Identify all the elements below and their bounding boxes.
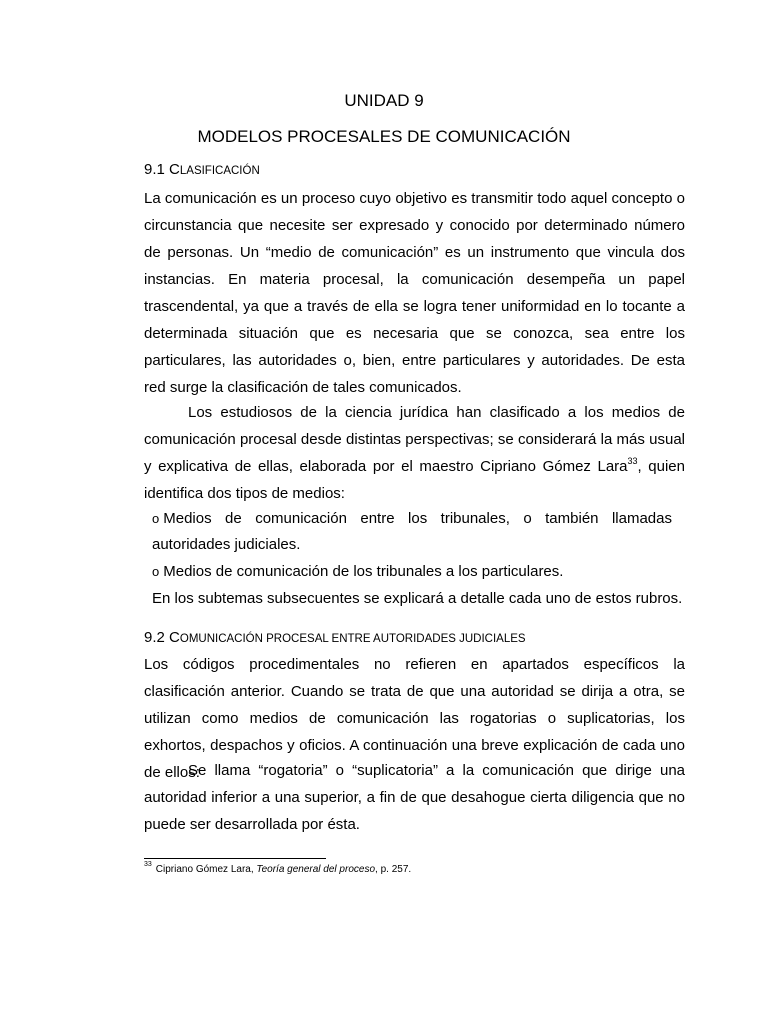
section-number: 9.2 [144, 629, 165, 646]
footnote-author: Cipriano Gómez Lara, [155, 864, 257, 875]
paragraph-2-text: Los estudiosos de la ciencia jurídica han clasificado a los medios de comunicación procesal desde distintas perspectivas; se considerará la más usual y explicativa de ellas, elaborada por el maestro Cipriano Gómez Lara [144, 404, 685, 475]
section-2-paragraph-1: Los códigos procedimentales no refieren en apartados específicos la clasificación anterior. Cuando se trata de que una autoridad se dirija a otra, se utilizan como medios de comunicación las rogatorias o suplicatorias, los exhortos, despachos y oficios. A continuación una breve explicación de cada uno de ellos: [144, 656, 685, 781]
section-heading-9-2 [144, 628, 526, 649]
footnote-page-ref: , p. 257. [375, 864, 412, 875]
section-number: 9.1 [144, 161, 165, 178]
section-heading-part-2: PROCESAL ENTRE AUTORIDADES JUDICIALES [266, 633, 526, 645]
section-2-paragraph-2: Se llama “rogatoria” o “suplicatoria” a la comunicación que dirige una autoridad inferior a una superior, a fin de que desahogue cierta diligencia que no puede ser desarrollada por ésta. [144, 762, 685, 833]
footnote-reference: 33 [627, 456, 638, 466]
bullet-item-1 [152, 506, 672, 558]
section-1-paragraph-2 [144, 399, 685, 507]
bullet-marker: o [152, 511, 160, 526]
bullet-line-2: autoridades judiciales. [152, 536, 301, 553]
section-heading-initial: C [169, 629, 180, 646]
bullet-2-text: Medios de comunicación de los tribunales a los particulares. [163, 563, 564, 580]
chapter-title: MODELOS PROCESALES DE COMUNICACIÓN [197, 127, 571, 146]
unit-title: UNIDAD 9 [344, 91, 424, 110]
section-heading-rest: LASIFICACIÓN [179, 165, 260, 177]
footnote-number: 33 [144, 861, 152, 868]
paragraph-2-end: , quien identifica dos tipos de medios: [144, 458, 685, 502]
section-heading-9-1 [144, 160, 260, 181]
section-heading-initial: C [169, 161, 180, 178]
bullet-1-text: Medios de comunicación entre los tribunales, o también llamadas [163, 510, 672, 527]
footnote [144, 863, 411, 877]
section-1-paragraph-1: La comunicación es un proceso cuyo objetivo es transmitir todo aquel concepto o circunstancia que necesite ser expresado y conocido por determinado número de personas. Un “medio de comunicación” es un instrumento que vincula dos instancias. En materia procesal, la comunicación desempeña un papel trascendental, ya que a través de ella se logra tener uniformidad en lo tocante a determinada situación que es necesaria que se conozca, sea entre los particulares, las autoridades o, bien, entre particulares y autoridades. De esta red surge la clasificación de tales comunicados. [144, 190, 685, 396]
bullet-line-1 [152, 506, 672, 532]
section-heading-part-1: OMUNICACIÓN [179, 633, 267, 645]
bullet-marker: o [152, 564, 160, 579]
footnote-divider [144, 858, 326, 859]
bullet-item-2 [152, 559, 672, 585]
closing-line: En los subtemas subsecuentes se explicará a detalle cada uno de estos rubros. [152, 590, 683, 607]
footnote-work-title: Teoría general del proceso [256, 864, 376, 875]
